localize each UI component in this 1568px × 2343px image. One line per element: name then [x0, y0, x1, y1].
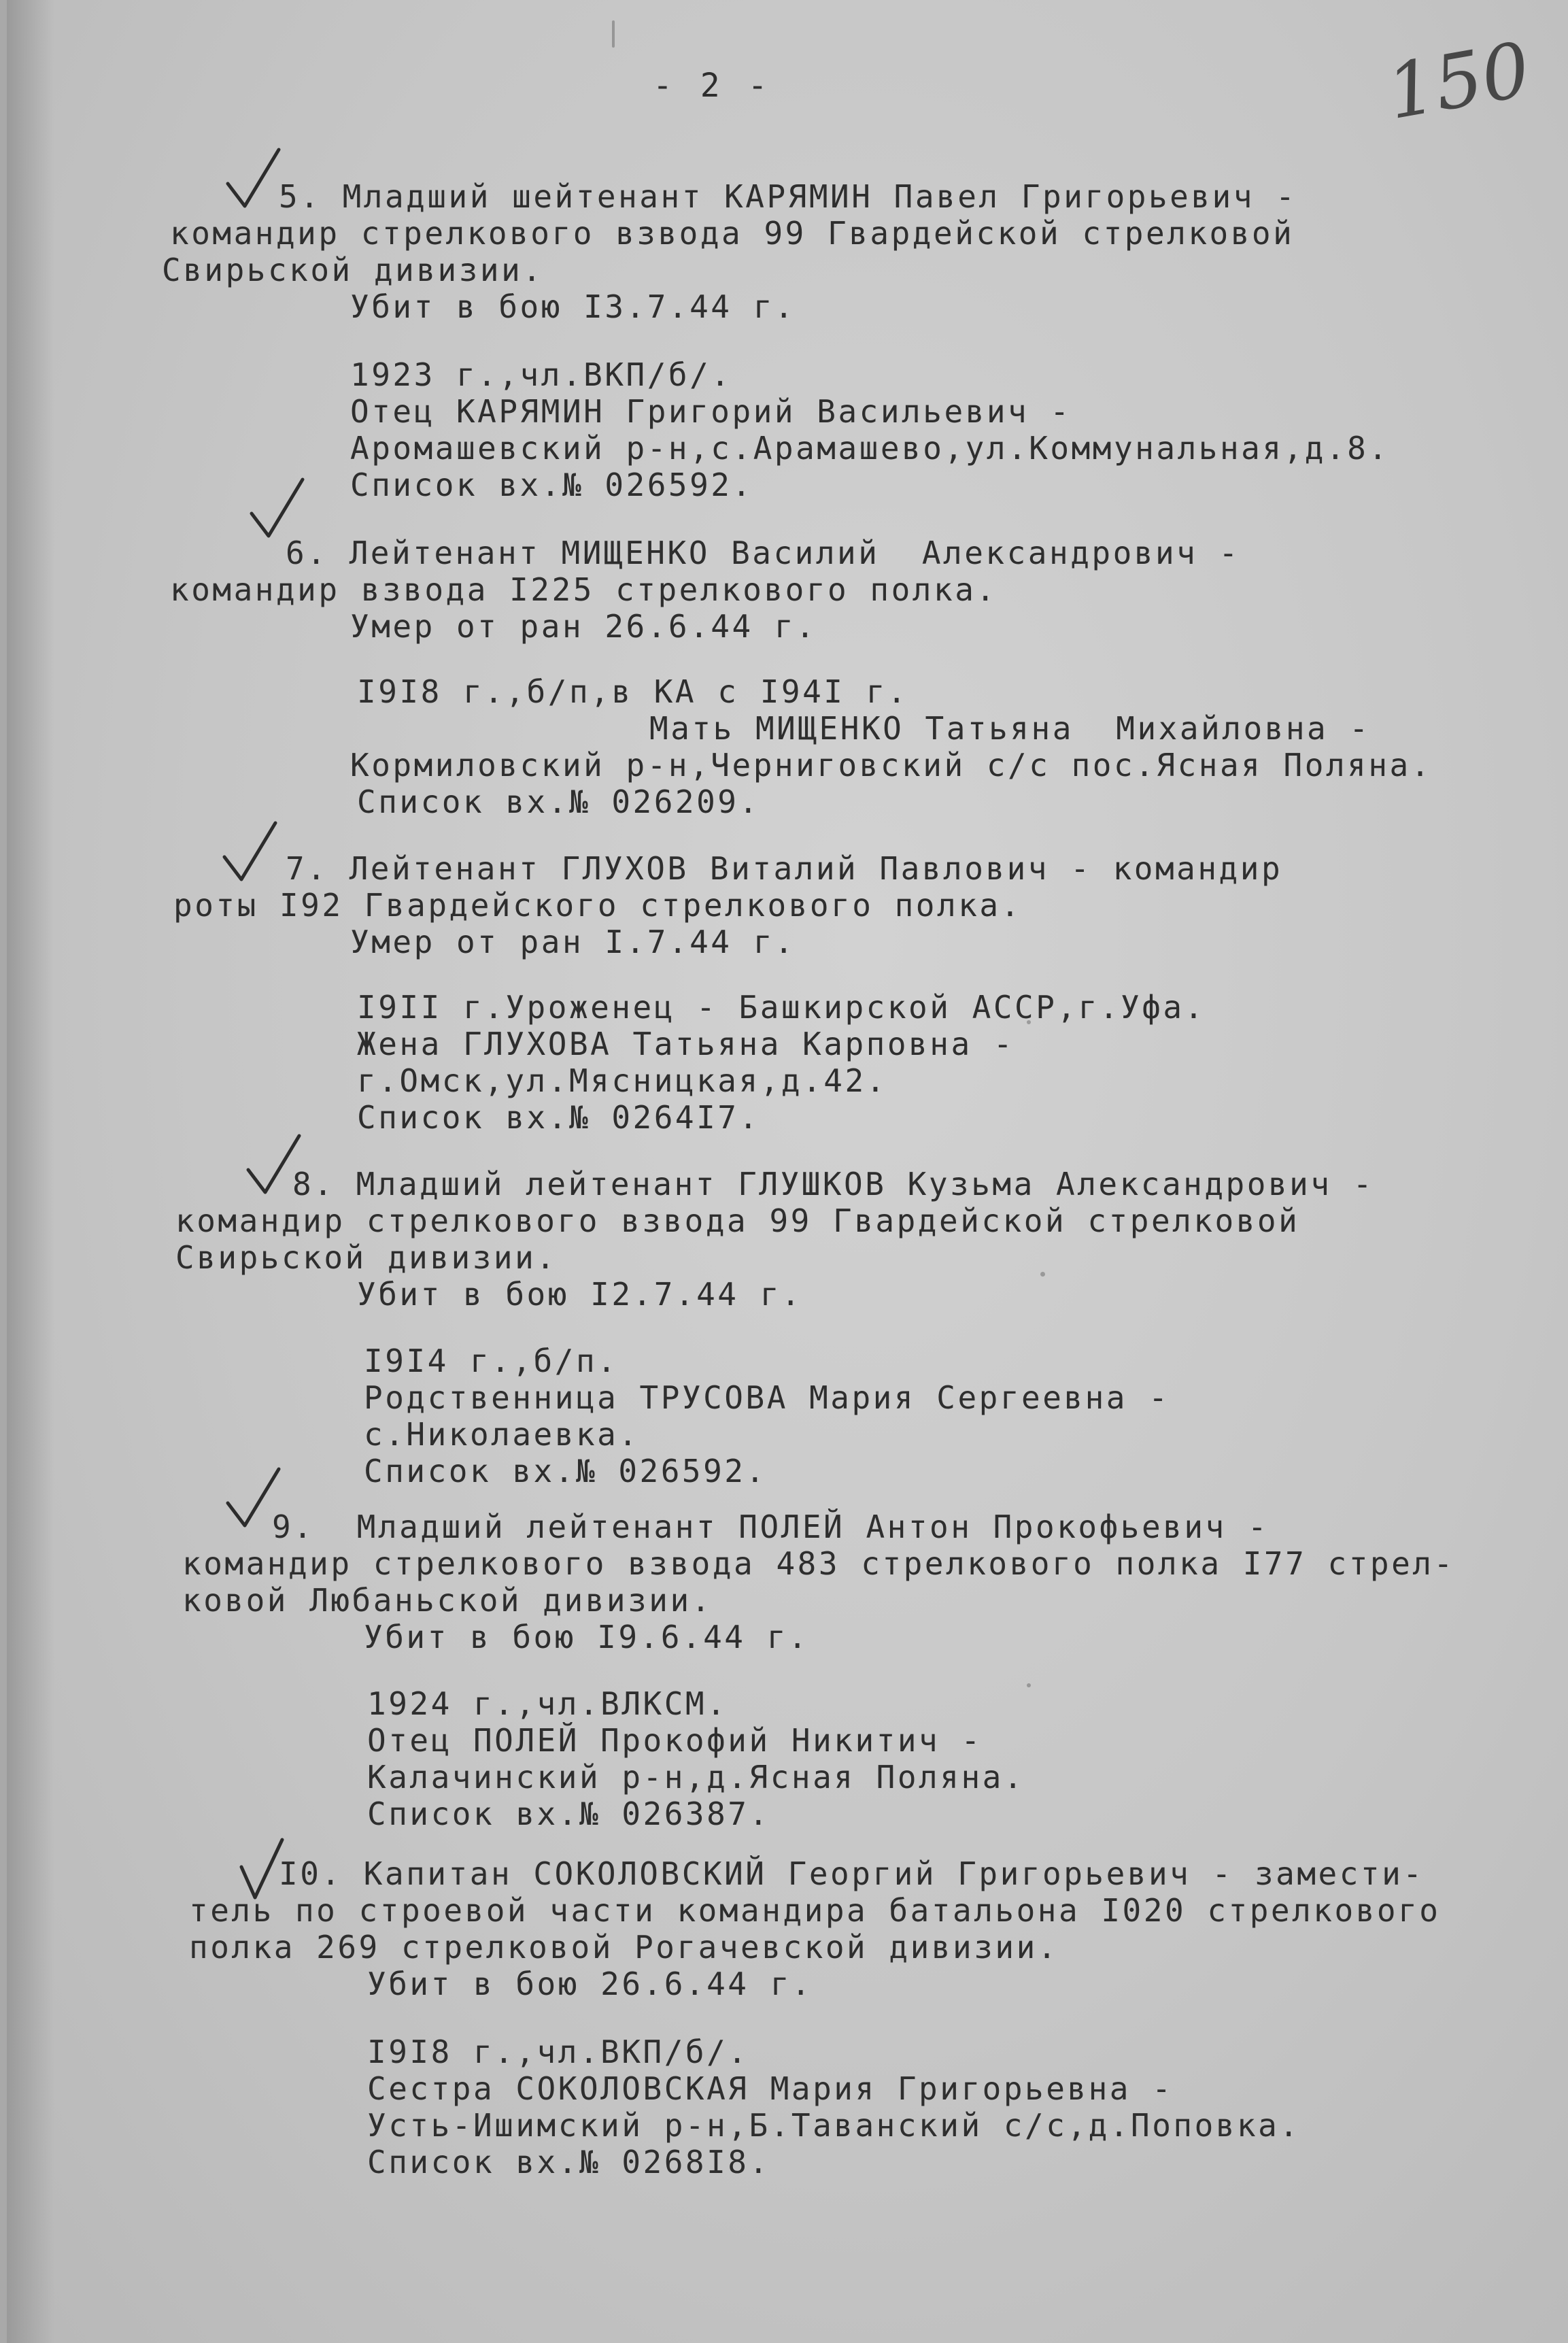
entry-line: ковой Любаньской дивизии. — [182, 1582, 713, 1619]
entry-line: полка 269 стрелковой Рогачевской дивизии. — [189, 1929, 1059, 1966]
paper-speck — [1040, 1272, 1045, 1277]
list-reference: Список вх.№ 026592. — [364, 1453, 767, 1489]
entry-heading-line: 8. Младший лейтенант ГЛУШКОВ Кузьма Александрович - — [292, 1166, 1374, 1202]
detail-line: Кормиловский р-н,Черниговский с/с пос.Ясная Поляна. — [350, 747, 1432, 783]
entry-heading-line: 5. Младший шейтенант КАРЯМИН Павел Григорьевич - — [279, 178, 1297, 215]
paper-speck — [1027, 1683, 1031, 1687]
detail-line: Калачинский р-н,д.Ясная Поляна. — [367, 1759, 1025, 1796]
death-record: Умер от ран 26.6.44 г. — [350, 608, 817, 645]
entry-line: командир взвода I225 стрелкового полка. — [170, 571, 998, 608]
entry-line: командир стрелкового взвода 99 Гвардейской стрелковой — [175, 1202, 1300, 1239]
checkmark-icon — [224, 146, 286, 214]
entry-line: тель по строевой части командира батальона I020 стрелкового — [189, 1892, 1441, 1929]
detail-line: I9I8 г.,чл.ВКП/б/. — [367, 2034, 749, 2070]
handwritten-folio-number: 150 — [1380, 25, 1537, 137]
detail-line: I9II г.Уроженец - Башкирской АССР,г.Уфа. — [357, 989, 1206, 1026]
death-record: Умер от ран I.7.44 г. — [350, 924, 796, 960]
entry-heading-line: 9. Младший лейтенант ПОЛЕЙ Антон Прокофьевич - — [272, 1508, 1269, 1545]
detail-line: Мать МИЩЕНКО Татьяна Михайловна - — [649, 710, 1371, 747]
detail-line: I9I4 г.,б/п. — [364, 1343, 619, 1379]
death-record: Убит в бою I9.6.44 г. — [364, 1619, 810, 1655]
entry-heading-line: 6. Лейтенант МИЩЕНКО Василий Александрович - — [286, 535, 1240, 571]
detail-line: г.Омск,ул.Мясницкая,д.42. — [357, 1062, 887, 1099]
checkmark-icon — [221, 820, 282, 888]
page-number: - 2 - — [653, 67, 772, 105]
death-record: Убит в бою I3.7.44 г. — [350, 288, 796, 325]
entry-line: командир стрелкового взвода 99 Гвардейской стрелковой — [170, 215, 1295, 252]
detail-line: 1924 г.,чл.ВЛКСМ. — [367, 1685, 728, 1722]
entry-heading-line: 7. Лейтенант ГЛУХОВ Виталий Павлович - командир — [286, 850, 1283, 887]
list-reference: Список вх.№ 026209. — [357, 783, 760, 820]
binding-shadow — [7, 0, 54, 2343]
detail-line: Родственница ТРУСОВА Мария Сергеевна - — [364, 1379, 1170, 1416]
checkmark-icon — [248, 476, 309, 544]
death-record: Убит в бою 26.6.44 г. — [367, 1966, 813, 2002]
detail-line: Усть-Ишимский р-н,Б.Таванский с/с,д.Поповка. — [367, 2107, 1301, 2144]
detail-line: Сестра СОКОЛОВСКАЯ Мария Григорьевна - — [367, 2070, 1174, 2107]
entry-heading-line: I0. Капитан СОКОЛОВСКИЙ Георгий Григорьевич - замести- — [279, 1855, 1425, 1892]
entry-line: Свирьской дивизии. — [162, 252, 544, 288]
document-page — [7, 0, 1568, 2343]
paper-mark — [612, 20, 615, 48]
detail-line: Отец КАРЯМИН Григорий Васильевич - — [350, 393, 1072, 430]
detail-line: 1923 г.,чл.ВКП/б/. — [350, 356, 732, 393]
entry-line: командир стрелкового взвода 483 стрелкового полка I77 стрел- — [182, 1545, 1455, 1582]
list-reference: Список вх.№ 0264I7. — [357, 1099, 760, 1136]
list-reference: Список вх.№ 0268I8. — [367, 2144, 770, 2180]
list-reference: Список вх.№ 026387. — [367, 1796, 770, 1832]
detail-line: Отец ПОЛЕЙ Прокофий Никитич - — [367, 1722, 983, 1759]
entry-line: роты I92 Гвардейского стрелкового полка. — [173, 887, 1022, 924]
entry-line: Свирьской дивизии. — [175, 1239, 558, 1276]
detail-line: с.Николаевка. — [364, 1416, 640, 1453]
detail-line: I9I8 г.,б/п,в КА с I94I г. — [357, 673, 909, 710]
detail-line: Жена ГЛУХОВА Татьяна Карповна - — [357, 1026, 1015, 1062]
list-reference: Список вх.№ 026592. — [350, 467, 753, 503]
death-record: Убит в бою I2.7.44 г. — [357, 1276, 803, 1313]
detail-line: Аромашевский р-н,с.Арамашево,ул.Коммунальная,д.8. — [350, 430, 1390, 467]
